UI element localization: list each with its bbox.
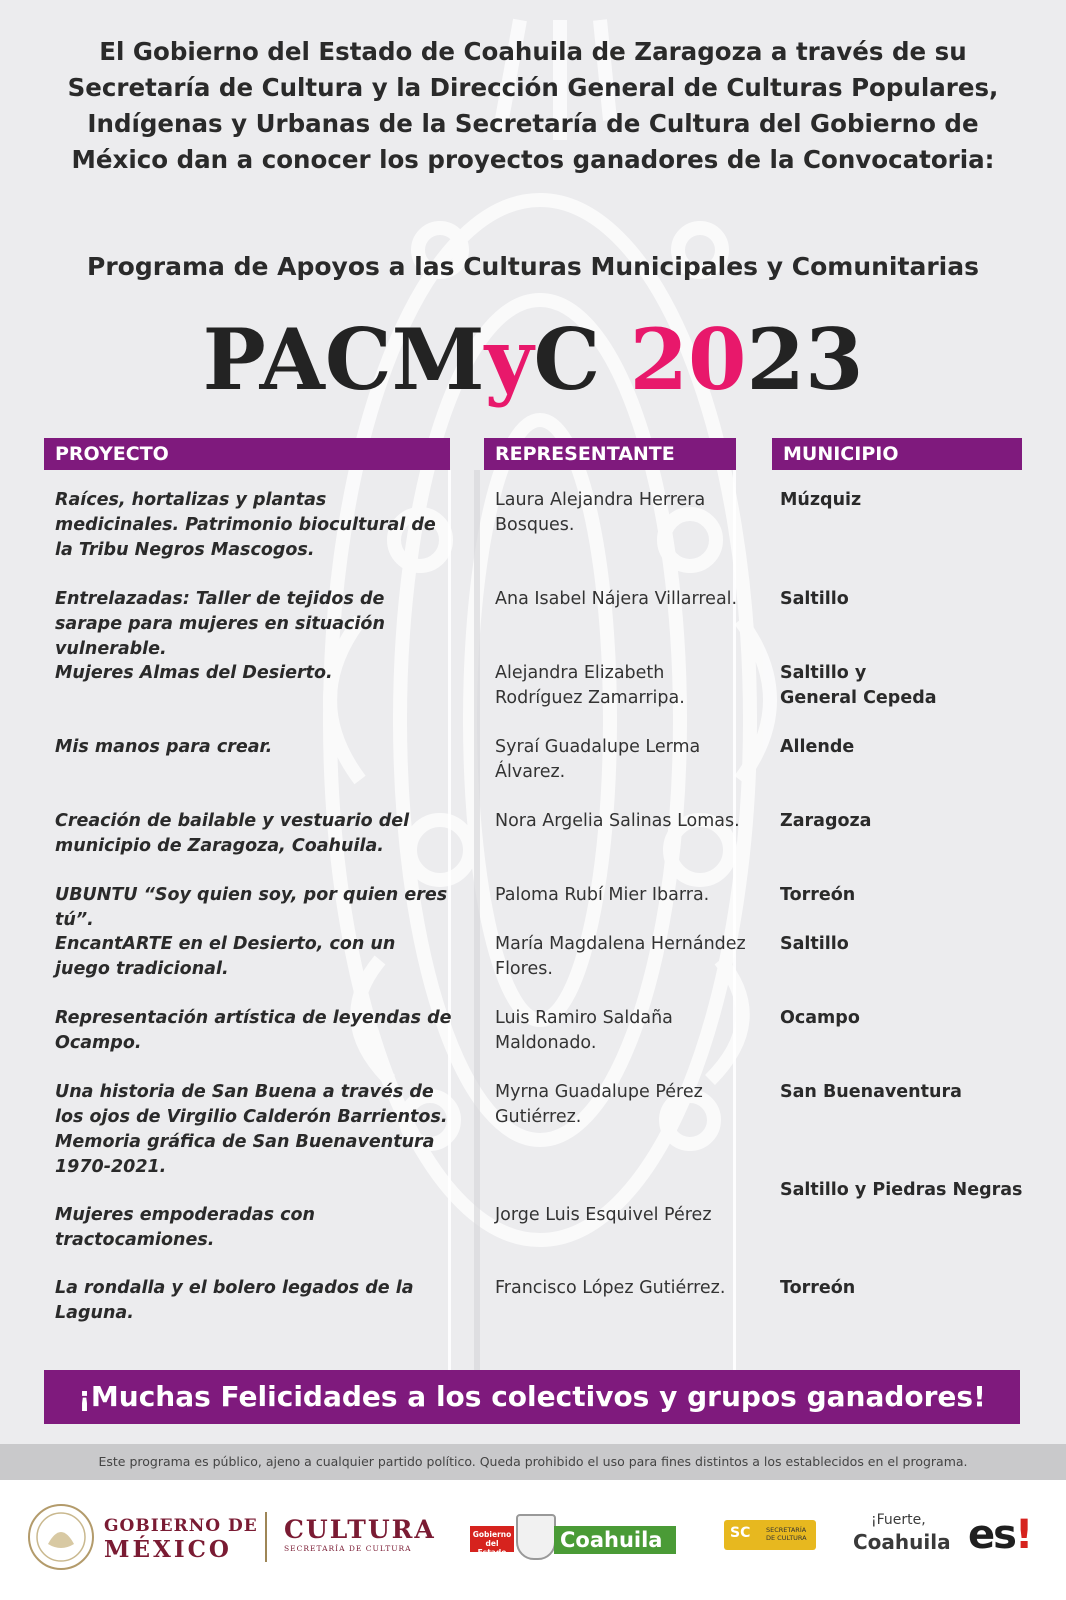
sc-text: SECRETARÍA DE CULTURA bbox=[766, 1526, 807, 1542]
brand-part-3: C bbox=[533, 310, 630, 409]
gobierno-estado-badge: Gobierno del Estado bbox=[470, 1526, 514, 1552]
logo-footer bbox=[0, 1480, 1066, 1600]
gob-mx-line1: GOBIERNO DE bbox=[104, 1516, 258, 1536]
row-10-project: Mujeres empoderadas con tractocamiones. bbox=[55, 1205, 315, 1250]
row-2-project: Entrelazadas: Taller de tejidos de sarape para mujeres en situación vulnerable. bbox=[55, 589, 385, 659]
pacmyc-logo bbox=[0, 310, 1066, 410]
row-5-municipality: Zaragoza bbox=[780, 811, 872, 831]
row-5-project: Creación de bailable y vestuario del municipio de Zaragoza, Coahuila. bbox=[55, 811, 410, 856]
row-10-municipality: Saltillo y Piedras Negras bbox=[780, 1180, 1023, 1200]
row-8-project: Representación artística de leyendas de Ocampo. bbox=[55, 1008, 452, 1053]
row-7-municipality: Saltillo bbox=[780, 934, 849, 954]
row-4-project: Mis manos para crear. bbox=[55, 737, 273, 757]
row-5-representative: Nora Argelia Salinas Lomas. bbox=[495, 811, 740, 831]
row-9-project: Una historia de San Buena a través de los ojos de Virgilio Calderón Barrientos. Memoria gráfica de San Buenaventura 1970-2021. bbox=[55, 1082, 448, 1177]
row-4-representative: Syraí Guadalupe Lerma Álvarez. bbox=[495, 737, 701, 782]
row-9-municipality: San Buenaventura bbox=[780, 1082, 962, 1102]
header-representative: REPRESENTANTE bbox=[484, 438, 736, 470]
row-6-project: UBUNTU “Soy quien soy, por quien eres tú”. bbox=[55, 885, 448, 930]
congratulations-banner: ¡Muchas Felicidades a los colectivos y grupos ganadores! bbox=[44, 1370, 1020, 1424]
legal-disclaimer: Este programa es público, ajeno a cualquier partido político. Queda prohibido el uso para fines distintos a los establecidos en el programa. bbox=[0, 1444, 1066, 1480]
sc-badge: SC bbox=[730, 1525, 751, 1541]
program-title: Programa de Apoyos a las Culturas Municipales y Comunitarias bbox=[87, 252, 979, 281]
secretaria-cultura-logo bbox=[724, 1520, 816, 1550]
brand-part-1: PACM bbox=[202, 310, 485, 409]
header-project: PROYECTO bbox=[44, 438, 450, 470]
row-1-representative: Laura Alejandra Herrera Bosques. bbox=[495, 490, 706, 535]
gob-mx-line2: MÉXICO bbox=[104, 1536, 232, 1563]
row-9-representative: Myrna Guadalupe Pérez Gutiérrez. bbox=[495, 1082, 703, 1127]
es-bang: ! bbox=[1014, 1512, 1032, 1558]
row-1-project: Raíces, hortalizas y plantas medicinales. Patrimonio biocultural de la Tribu Negros Mascogos. bbox=[55, 490, 436, 560]
row-8-municipality: Ocampo bbox=[780, 1008, 860, 1028]
row-3-project: Mujeres Almas del Desierto. bbox=[55, 663, 333, 683]
coahuila-shield-icon bbox=[516, 1514, 556, 1560]
row-7-representative: María Magdalena Hernández Flores. bbox=[495, 934, 746, 979]
es-mark bbox=[968, 1512, 1031, 1558]
brand-part-5: 23 bbox=[746, 310, 864, 409]
row-4-municipality: Allende bbox=[780, 737, 855, 757]
fuerte-line2: Coahuila bbox=[853, 1530, 951, 1554]
row-3-municipality: Saltillo y General Cepeda bbox=[780, 663, 937, 708]
coahuila-logo bbox=[470, 1510, 685, 1564]
row-3-representative: Alejandra Elizabeth Rodríguez Zamarripa. bbox=[495, 663, 685, 708]
cultura-logo bbox=[284, 1516, 436, 1553]
cultura-title: CULTURA bbox=[284, 1515, 436, 1544]
row-6-representative: Paloma Rubí Mier Ibarra. bbox=[495, 885, 710, 905]
row-2-representative: Ana Isabel Nájera Villarreal. bbox=[495, 589, 738, 609]
es-text: es bbox=[968, 1512, 1015, 1558]
header-municipality: MUNICIPIO bbox=[772, 438, 1022, 470]
intro-text: El Gobierno del Estado de Coahuila de Zaragoza a través de su Secretaría de Cultura y la Dirección General de Culturas Populares, Indígenas y Urbanas de la Secretaría de Cultura del Gobierno de México dan a conocer los proyectos ganadores de la Convocatoria: bbox=[67, 37, 999, 174]
fuerte-line1: ¡Fuerte, bbox=[871, 1512, 926, 1528]
row-10-representative: Jorge Luis Esquivel Pérez bbox=[495, 1205, 712, 1225]
row-11-project: La rondalla y el bolero legados de la Laguna. bbox=[55, 1278, 414, 1323]
row-11-municipality: Torreón bbox=[780, 1278, 856, 1298]
row-1-municipality: Múzquiz bbox=[780, 490, 862, 510]
row-6-municipality: Torreón bbox=[780, 885, 856, 905]
row-2-municipality: Saltillo bbox=[780, 589, 849, 609]
logo-separator bbox=[265, 1512, 267, 1562]
gobierno-de-mexico-logo bbox=[104, 1514, 258, 1562]
national-seal-icon bbox=[26, 1502, 96, 1572]
row-11-representative: Francisco López Gutiérrez. bbox=[495, 1278, 726, 1298]
brand-part-4: 20 bbox=[629, 310, 747, 409]
row-8-representative: Luis Ramiro Saldaña Maldonado. bbox=[495, 1008, 673, 1053]
cultura-subtitle: SECRETARÍA DE CULTURA bbox=[284, 1544, 412, 1553]
brand-part-2: y bbox=[484, 310, 534, 409]
coahuila-name: Coahuila bbox=[554, 1526, 676, 1554]
row-7-project: EncantARTE en el Desierto, con un juego tradicional. bbox=[55, 934, 396, 979]
